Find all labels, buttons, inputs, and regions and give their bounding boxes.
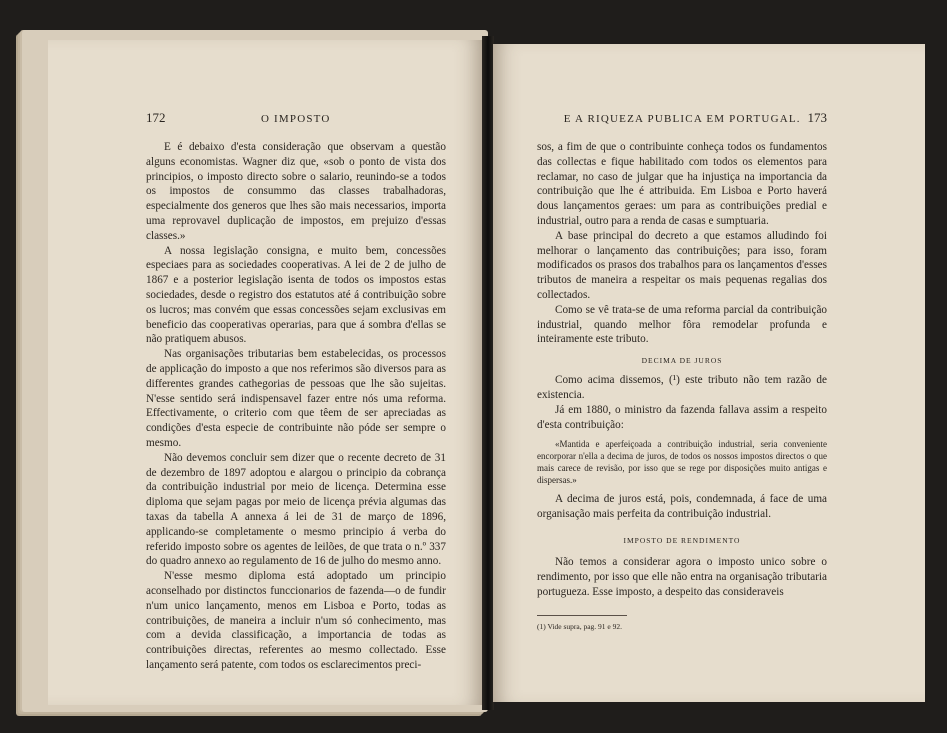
right-page-text [537,140,827,632]
right-running-head: E A RIQUEZA PUBLICA EM PORTUGAL. [563,113,801,125]
paragraph: N'esse mesmo diploma está adoptado um principio aconselhado por distinctos funccionarios de fazenda—o de fundir n'um unico lançamento, menos em Lisboa e Porto, todas as contribuições, de maneira a incluir n'um só conhecimento, mas com a devida classificação, a importancia de todas as contribuições directas, referentes ao mesmo collectado. Esse lançamento será patente, com todos os esclarecimentos preci- [146,570,446,671]
left-running-head: O IMPOSTO [260,113,331,125]
paragraph: A nossa legislação consigna, e muito bem, concessões especiaes para as sociedades cooperativas. A lei de 2 de julho de 1867 e a posterior legislação isenta de todos os impostos estas sociedades, desde o registro dos estatutos até á contribuição sobre os lucros; mas convém que essas concessões sejam exclusivas em beneficio das cooperativas operarias, para que á sombra d'ellas se não pratiquem abusos. [146,244,446,346]
paragraph: Não temos a considerar agora o imposto unico sobre o rendimento, por isso que elle não entra na organisação tributaria portugueza. Esse imposto, a despeito das consideraveis [537,555,827,598]
paragraph: Como acima dissemos, (¹) este tributo não tem razão de existencia. [537,374,827,401]
quote-text: «Mantida e aperfeiçoada a contribuição industrial, seria conveniente encorporar n'ella a decima de juros, de todos os nossos impostos directos o que mais carece de revisão, por isso que se rege por disposições muito antigas e dispersas.» [537,439,827,486]
paragraph: E é debaixo d'esta consideração que observam a questão alguns economistas. Wagner diz que, «sob o ponto de vista dos principios, o imposto directo sobre o salario, reunindo-se a todos os impostos de consummo das classes trabalhadoras, especialmente dos generos que lhes são mais necessarios, importa uma reprovavel duplicação de impostos, em prejuizo d'essas classes.» [146,141,446,242]
section-title-decima-de-juros: DECIMA DE JUROS [641,356,723,366]
left-page-text [146,140,446,673]
block-quote [537,438,827,486]
paragraph: Não devemos concluir sem dizer que o recente decreto de 31 de dezembro de 1897 adoptou e alargou o principio da cobrança da contribuição industrial por meio de licença. Determina esse diploma que sejam pagas por meio de licença prévia algumas das taxas da tabella A annexa á lei de 31 de março de 1896, applicando-se completamente o mesmo principio á verba do referido imposto sobre os agentes de leilões, de que trata o n.º 337 do quadro annexo ao regulamento de 16 de julho do mesmo anno. [146,451,446,568]
left-page-header [146,110,446,126]
paragraph: Como se vê trata-se de uma reforma parcial da contribuição industrial, quando melhor fôra remodelar profunda e inteiramente este tributo. [537,303,827,346]
right-page [493,44,925,702]
footnote-divider [537,615,627,616]
right-page-number: 173 [807,110,827,125]
left-page-number: 172 [146,110,166,125]
paragraph: sos, a fim de que o contribuinte conheça todos os fundamentos das collectas e fique habilitado com todos os elementos para reclamar, no caso de julgar que ha injustiça na importancia da contribuição que lhe é attribuida. Em Lisboa e Porto haverá dous lançamentos geraes: um para as contribuições predial e industrial, outro para a renda de casas e sumptuaria. [537,141,827,227]
paragraph: A base principal do decreto a que estamos alludindo foi melhorar o lançamento das contribuições; para isso, foram modificados os prasos dos trabalhos para os lançamentos d'esses tributos de maneira a respeitar os mais pequenas regalias dos collectados. [537,229,827,301]
section-title-imposto-de-rendimento: IMPOSTO DE RENDIMENTO [623,535,741,545]
footnote: (1) Vide supra, pag. 91 e 92. [537,622,623,632]
right-page-header [537,110,827,126]
paragraph: Nas organisações tributarias bem estabelecidas, os processos de applicação do imposto a que nos referimos são diversos para as differentes grandes cathegorias de pessoas que lhe são sujeitas. N'esse sentido será indispensavel fazer entre nós uma reforma. Effectivamente, o criterio com que têem de ser apreciadas as condições d'esta especie de contribuinte não póde ser sempre o mesmo. [146,348,446,449]
paragraph: A decima de juros está, pois, condemnada, á face de uma organisação mais perfeita da contribuição industrial. [537,493,827,521]
paragraph: Já em 1880, o ministro da fazenda fallava assim a respeito d'esta contribuição: [537,403,827,431]
left-page [48,40,482,705]
